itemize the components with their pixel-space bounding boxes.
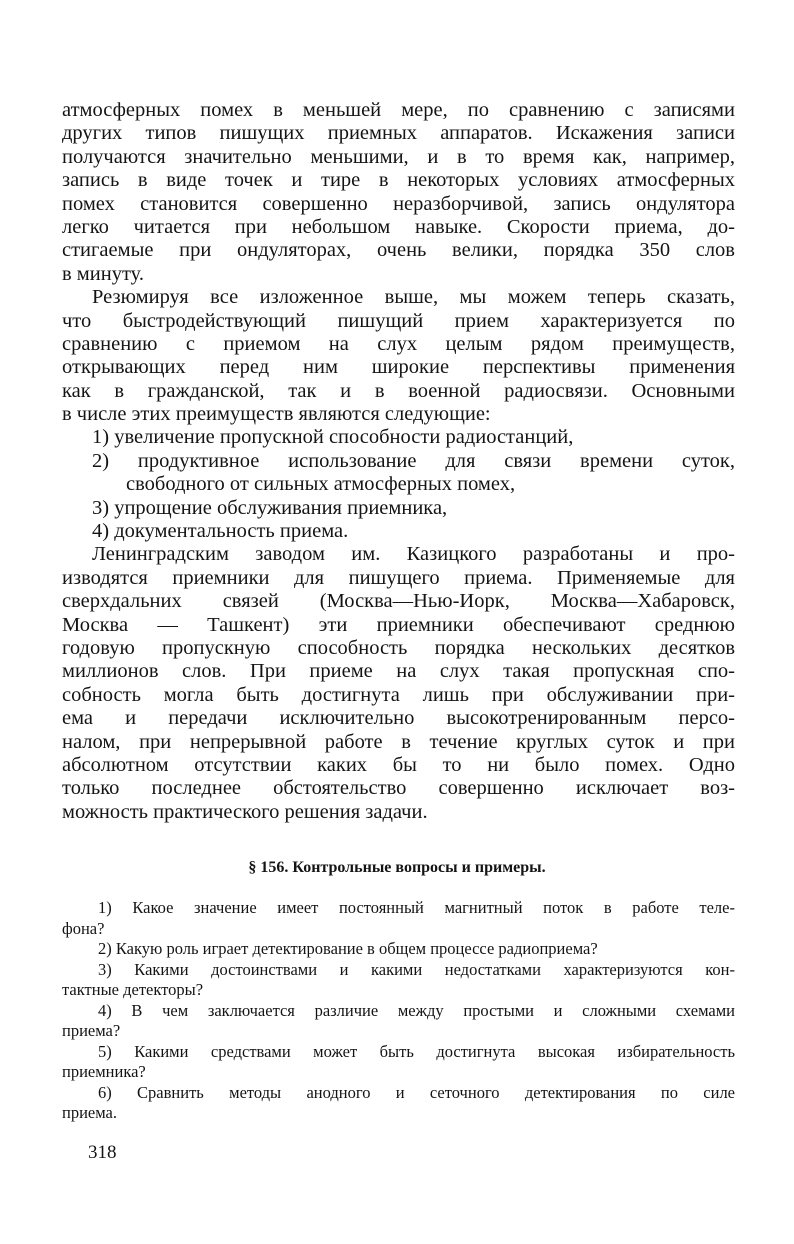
text-line: собность могла быть достигнута лишь при обслуживании при- xyxy=(62,683,735,706)
question-line: 4) В чем заключается различие между простыми и сложными схемами xyxy=(98,1000,735,1020)
list-item xyxy=(62,426,735,449)
question-line: приема? xyxy=(62,1021,121,1040)
text-line: абсолютном отсутствии каких бы то ни было помех. Одно xyxy=(62,753,735,776)
question-line: фона? xyxy=(62,918,105,938)
text-line: как в гражданской, так и в военной радиосвязи. Основными xyxy=(62,379,735,402)
text-line: получаются значительно меньшими, и в то время как, например, xyxy=(62,145,735,168)
text-line: открывающих перед ним широкие перспективы применения xyxy=(62,356,735,379)
text-line: годовую пропускную способность порядка нескольких десятков xyxy=(62,636,735,659)
question-item xyxy=(62,939,735,960)
text-line: Москва — Ташкент) эти приемники обеспечивают среднюю xyxy=(62,613,735,636)
list-item xyxy=(62,497,735,520)
text-line: легко читается при небольшом навыке. Скорости приема, до- xyxy=(62,215,735,238)
question-line: 5) Какими средствами может быть достигнута высокая избирательность xyxy=(98,1041,735,1061)
text-line: запись в виде точек и тире в некоторых условиях атмосферных xyxy=(62,169,735,192)
text-line: что быстродействующий пишущий прием характеризуется по xyxy=(62,309,735,332)
question-line: 2) Какую роль играет детектирование в общем процессе радиоприема? xyxy=(98,939,598,958)
question-line: тактные детекторы? xyxy=(62,980,204,999)
text-line: 3) упрощение обслуживания приемника, xyxy=(92,496,448,519)
text-line: налом, при непрерывной работе в течение круглых суток и при xyxy=(62,730,735,753)
text-line: 1) увеличение пропускной способности радиостанций, xyxy=(92,426,574,449)
text-line: миллионов слов. При приеме на слух такая пропускная спо- xyxy=(62,660,735,683)
section-heading: § 156. Контрольные вопросы и примеры. xyxy=(248,859,546,876)
paragraph xyxy=(62,99,735,286)
text-line: сверхдальних связей (Москва—Нью-Иорк, Москва—Хабаровск, xyxy=(62,590,735,613)
text-line: стигаемые при ондуляторах, очень велики, порядка 350 слов xyxy=(62,239,735,262)
text-line: в минуту. xyxy=(62,262,144,285)
question-item xyxy=(62,1042,735,1083)
text-line: ема и передачи исключительно высокотренированным персо- xyxy=(62,707,735,730)
paragraph xyxy=(62,543,735,824)
text-line: помех становится совершенно неразборчивой, запись ондулятора xyxy=(62,192,735,215)
page-number: 318 xyxy=(88,1142,117,1163)
question-line: приема. xyxy=(62,1103,118,1122)
text-line: свободного от сильных атмосферных помех, xyxy=(126,473,516,496)
advantages-list xyxy=(62,426,735,543)
list-item xyxy=(62,520,735,543)
text-line: только последнее обстоятельство совершенно исключает воз- xyxy=(62,777,735,800)
question-line: 6) Сравнить методы анодного и сеточного детектирования по силе xyxy=(98,1082,735,1102)
question-item xyxy=(62,960,735,1001)
text-line: в числе этих преимуществ являются следующие: xyxy=(62,403,491,426)
question-item xyxy=(62,1001,735,1042)
text-line: Резюмируя все изложенное выше, мы можем теперь сказать, xyxy=(92,286,735,309)
text-line: атмосферных помех в меньшей мере, по сравнению с записями xyxy=(62,99,735,121)
question-item xyxy=(62,898,735,939)
text-line: изводятся приемники для пишущего приема. Применяемые для xyxy=(62,566,735,589)
text-line: других типов пишущих приемных аппаратов. Искажения записи xyxy=(62,122,735,145)
text-line: 4) документальность приема. xyxy=(92,520,349,543)
paragraph xyxy=(62,286,735,426)
body-text xyxy=(62,99,735,824)
text-line: Ленинградским заводом им. Казицкого разработаны и про- xyxy=(92,543,735,566)
text-line: можность практического решения задачи. xyxy=(62,800,428,823)
question-item xyxy=(62,1083,735,1124)
question-line: приемника? xyxy=(62,1062,146,1081)
question-line: 3) Какими достоинствами и какими недостатками характеризуются кон- xyxy=(98,959,735,979)
question-line: 1) Какое значение имеет постоянный магнитный поток в работе теле- xyxy=(98,898,735,917)
list-item xyxy=(62,450,735,497)
text-line: 2) продуктивное использование для связи времени суток, xyxy=(92,449,735,472)
questions-list xyxy=(62,898,735,1124)
text-line: сравнению с приемом на слух целым рядом преимуществ, xyxy=(62,332,735,355)
